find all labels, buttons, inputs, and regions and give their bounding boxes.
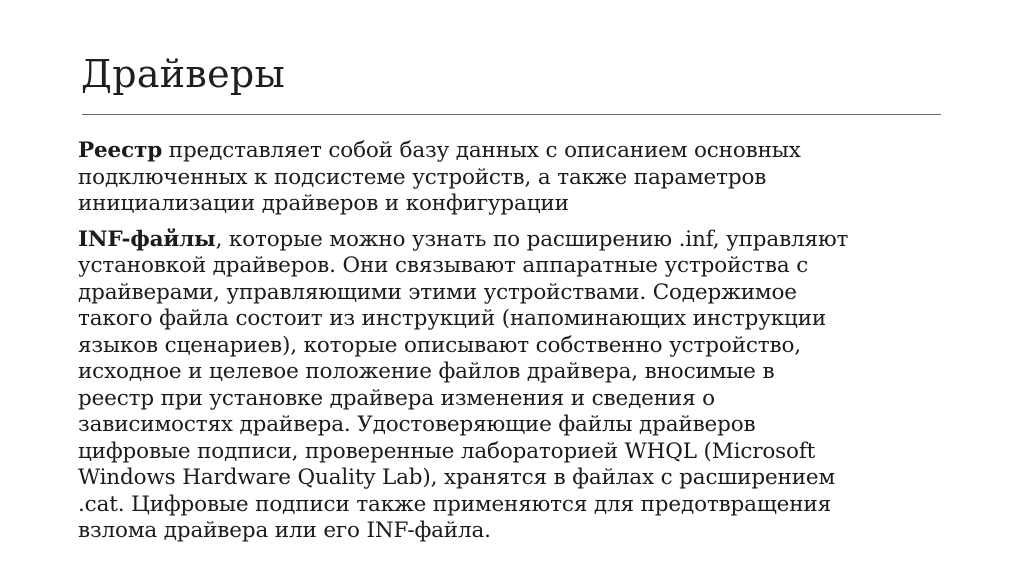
paragraph-line: цифровые подписи, проверенные лабораторией WHQL (Microsoft [78,438,816,464]
term-registry: Реестр [78,138,163,163]
slide-body [78,138,940,545]
paragraph-line: .cat. Цифровые подписи также применяются для предотвращения [78,491,832,517]
title-divider [82,114,941,115]
paragraph-registry [78,138,940,218]
paragraph-line: взлома драйвера или его INF-файла. [78,518,491,543]
paragraph-line: реестр при установке драйвера изменения и сведения о [78,385,715,411]
paragraph-line: исходное и целевое положение файлов драйвера, вносимые в [78,359,775,384]
paragraph-line: Windows Hardware Quality Lab), хранятся в файлах с расширением [78,465,836,490]
line-text: , которые можно узнать по расширению .inf, управляют [215,226,849,252]
paragraph-line: установкой драйверов. Они связывают аппаратные устройства с [78,253,809,278]
paragraph-line: драйверами, управляющими этими устройствами. Содержимое [78,279,797,305]
paragraph-line: подключенных к подсистеме устройств, а также параметров [78,164,767,190]
paragraph-line [78,227,940,254]
paragraph-line [78,138,940,165]
paragraph-line: инициализации драйверов и конфигурации [78,191,569,216]
paragraph-line: такого файла состоит из инструкций (напоминающих инструкции [78,306,827,331]
paragraph-line: языков сценариев), которые описывают собственно устройство, [78,332,801,358]
paragraph-line: зависимостях драйвера. Удостоверяющие файлы драйверов [78,412,756,437]
paragraph-inf-files [78,227,940,545]
term-inf-files: INF-файлы [78,226,216,252]
slide-title: Драйверы [81,52,286,96]
line-text: представляет собой базу данных с описанием основных [162,138,801,163]
